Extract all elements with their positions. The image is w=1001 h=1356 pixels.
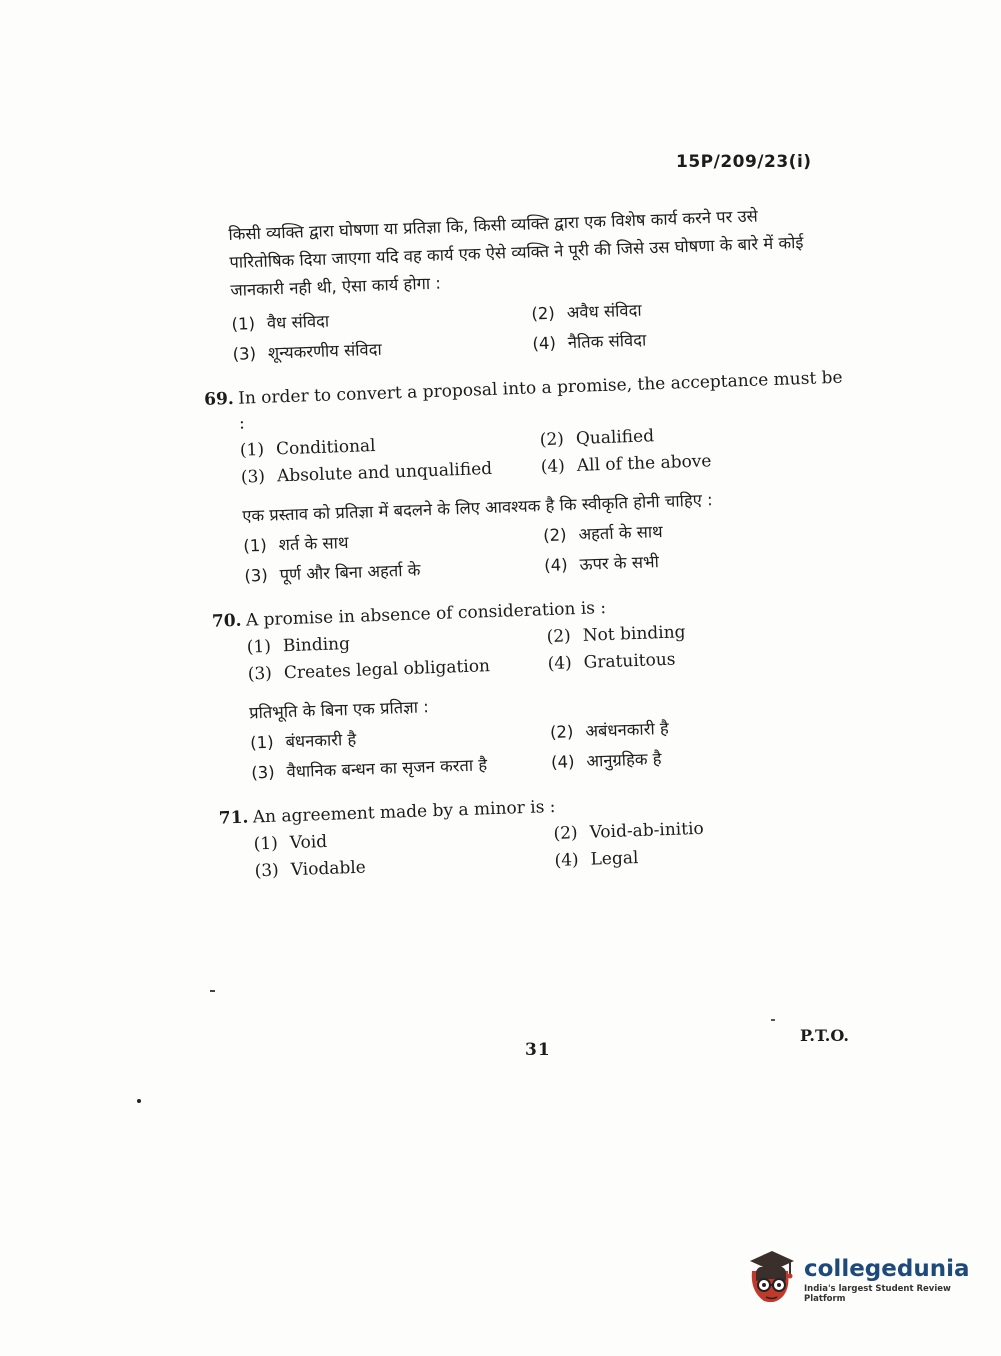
paper-code: 15P/209/23(i): [676, 152, 812, 172]
option: (4) All of the above: [540, 451, 712, 478]
brand-text: [804, 1256, 972, 1304]
option: (4) आनुग्रहिक है: [550, 749, 662, 773]
scan-speck: [210, 990, 215, 992]
option: (4) Legal: [554, 848, 639, 871]
option: (2) Void-ab-initio: [553, 818, 705, 844]
question-text: In order to convert a proposal into a promise, the acceptance must be :: [237, 367, 843, 434]
scan-speck: [771, 1019, 775, 1021]
option: (1) Binding: [246, 633, 351, 658]
option: (1) Void: [253, 831, 328, 855]
option: (2) अबंधनकारी है: [549, 718, 669, 743]
question-number: 71.: [218, 807, 249, 829]
brand-name: collegedunia: [804, 1256, 970, 1282]
q68-hindi-text: किसी व्यक्ति द्वारा घोषणा या प्रतिज्ञा कि, किसी व्यक्ति द्वारा एक विशेष कार्य करने पर उसे पारितोषिक दिया जाएगा यदि वह कार्य एक ऐसे व्यक्ति ने पूरी की जिसे उस घोषणा के बारे में कोई जानकारी नही थी, ऐसा कार्य होगा :: [228, 206, 804, 300]
option: (1) शर्त के साथ: [243, 532, 349, 556]
option: (2) अवैध संविदा: [531, 300, 642, 324]
option: (3) पूर्ण और बिना अहर्ता के: [244, 560, 421, 586]
question-number: 69.: [203, 388, 235, 410]
option: (3) Absolute and unqualified: [240, 458, 493, 488]
pto-label: P.T.O.: [800, 1026, 849, 1045]
q70-hindi: [249, 678, 858, 787]
question-text: A promise in absence of consideration is :: [245, 597, 607, 631]
scan-speck: [137, 1099, 141, 1103]
option: (4) ऊपर के सभी: [543, 552, 660, 576]
option: (2) Not binding: [546, 622, 686, 648]
option: (2) Qualified: [539, 426, 655, 451]
brand-tagline: India's largest Student Review Platform: [804, 1284, 951, 1304]
option: (1) वैध संविदा: [231, 311, 330, 334]
question-content: [198, 200, 861, 892]
option: (2) अहर्ता के साथ: [542, 521, 663, 546]
student-mascot-icon: [742, 1247, 798, 1313]
q69-hindi-text: एक प्रस्ताव को प्रतिज्ञा में बदलने के लिए आवश्यक है कि स्वीकृति होनी चाहिए :: [241, 490, 713, 526]
option: (3) Creates legal obligation: [247, 656, 491, 685]
question-number: 70.: [211, 610, 242, 632]
q70-hindi-text: प्रतिभूति के बिना एक प्रतिज्ञा :: [248, 697, 430, 723]
page-number: 31: [525, 1040, 551, 1060]
question-text: An agreement made by a minor is :: [252, 796, 556, 828]
option: (3) शून्यकरणीय संविदा: [232, 339, 382, 364]
collegedunia-watermark: [742, 1245, 972, 1315]
q69-hindi: [242, 481, 851, 590]
option: (3) Viodable: [254, 857, 367, 882]
option: (1) बंधनकारी है: [249, 729, 357, 753]
option: (3) वैधानिक बन्धन का सृजन करता है: [250, 755, 488, 783]
option: (4) Gratuitous: [547, 649, 676, 675]
option: (4) नैतिक संविदा: [532, 330, 647, 354]
option: (1) Conditional: [239, 435, 376, 461]
